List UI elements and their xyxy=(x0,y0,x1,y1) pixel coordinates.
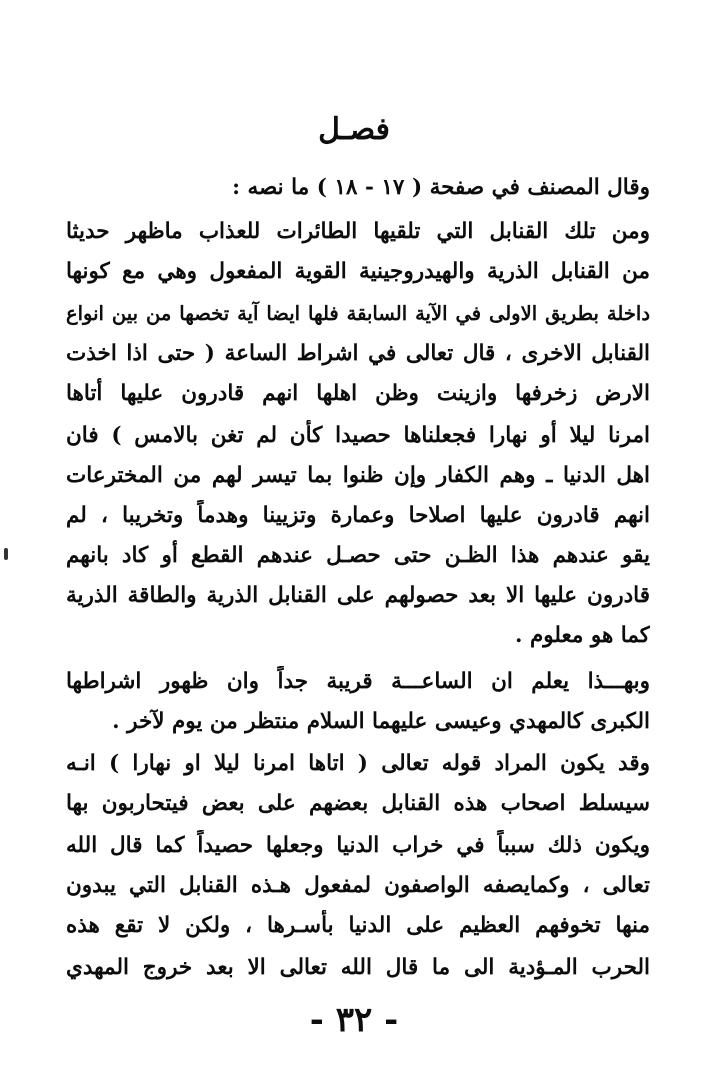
text-line: داخلة بطريق الاولى في الآية السابقة فلها ايضا آية تخصها من بين انواع xyxy=(66,302,650,325)
text-line: الارض زخرفها وازينت وظن اهلها انهم قادرون عليها أتاها xyxy=(66,381,650,406)
text-line: يقو عندهم هذا الظـن حتى حصـل عندهم القطع أو كاد بانهم xyxy=(66,543,650,568)
text-line: انهم قادرون عليها اصلاحا وعمارة وتزيينا وهدماً وتخريبا ، لم xyxy=(66,503,650,528)
text-line: الكبرى كالمهدي وعيسى عليهما السلام منتظر من يوم لآخر . xyxy=(112,709,650,734)
section-heading: فصـل xyxy=(318,112,390,147)
text-line: من القنابل الذرية والهيدروجينية القوية المفعول وهي مع كونها xyxy=(66,259,650,284)
text-line: امرنا ليلا أو نهارا فجعلناها حصيدا كأن لم تغن بالامس ) فان xyxy=(66,423,650,448)
text-line: وقد يكون المراد قوله تعالى ( اتاها امرنا ليلا او نهارا ) انـه xyxy=(66,751,650,776)
text-line: كما هو معلوم . xyxy=(514,623,650,648)
text-line: منها تخوفهم العظيم على الدنيا بأسـرها ، ولكن لا تقع هذه xyxy=(66,913,650,938)
text-line: ويكون ذلك سبباً في خراب الدنيا وجعلها حصيداً كما قال الله xyxy=(66,833,650,858)
text-line: سيسلط اصحاب هذه القنابل بعضهم على بعض فيتحاربون بها xyxy=(66,791,650,816)
text-line: ومن تلك القنابل التي تلقيها الطائرات للعذاب ماظهر حديثا xyxy=(66,219,650,244)
text-line: تعالى ، وكمايصفه الواصفون لمفعول هـذه القنابل التي يبدون xyxy=(66,873,650,898)
text-line: القنابل الاخرى ، قال تعالى في اشراط الساعة ( حتى اذا اخذت xyxy=(66,341,650,366)
text-line: وقال المصنف في صفحة ( ١٧ - ١٨ ) ما نصه : xyxy=(232,175,650,200)
text-line: اهل الدنيا ـ وهم الكفار وإن ظنوا بما تيسر لهم من المخترعات xyxy=(66,463,650,488)
text-line: قادرون عليها الا بعد حصولهم على القنابل الذرية والطاقة الذرية xyxy=(66,583,650,608)
text-line: الحرب المـؤدية الى ما قال الله تعالى الا بعد خروج المهدي xyxy=(66,955,650,980)
page-number: - ٣٢ - xyxy=(309,1000,399,1040)
margin-mark xyxy=(4,548,8,560)
text-line: وبهـــذا يعلم ان الساعـــة قريبة جداً وان ظهور اشراطها xyxy=(66,669,650,694)
